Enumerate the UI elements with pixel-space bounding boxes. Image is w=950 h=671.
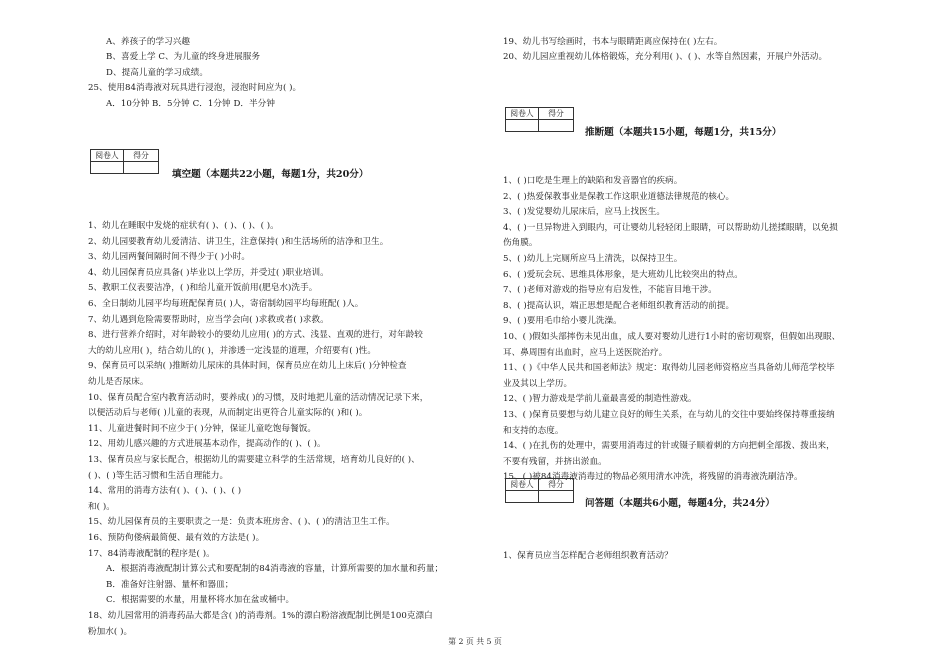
text-line: 10、保育员配合室内教育活动时，要养成( )的习惯，及时地把儿童的活动情况记录下来， [88, 392, 429, 403]
text-line: 和支持的态度。 [503, 425, 564, 436]
text-line: 3、幼儿园两餐间隔时间不得少于( )小时。 [88, 252, 251, 263]
text-line: 7、( )老师对游戏的指导应有启发性，不能盲目地干涉。 [503, 285, 717, 296]
text-line: C．根据需要的水量，用量杯将水加在盆或桶中。 [106, 595, 295, 606]
reviewer-cell [506, 120, 539, 132]
text-line: 9、保育员可以采纳( )推断幼儿尿床的具体时间，保育员应在幼儿上床后( )分钟检查 [88, 361, 407, 372]
text-line: 15、幼儿园保育员的主要职责之一是：负责本班房舍、( )、( )的清洁卫生工作。 [88, 517, 395, 528]
text-line: 粉加水( )。 [88, 626, 133, 637]
text-line: 14、( )在扎伤的处理中，需要用消毒过的针或镊子顺着刺的方向把刺全部拨、拨出来， [503, 441, 835, 452]
text-line: 3、( )发觉婴幼儿尿床后，应马上找医生。 [503, 207, 666, 218]
score-box-judgement [505, 107, 574, 132]
text-line: A．10分钟 B．5分钟 C．1分钟 D．半分钟 [106, 98, 275, 109]
section-title-judgement: 推断题（本题共15小题，每题1分，共15分） [585, 127, 782, 138]
score-box-qa [505, 478, 574, 503]
text-line: A．根据消毒液配制计算公式和要配制的84消毒液的容量，计算所需要的加水量和药量； [106, 564, 444, 575]
page-footer: 第 2 页 共 5 页 [448, 637, 502, 646]
reviewer-label: 阅卷人 [506, 479, 539, 491]
text-line: 9、( )要用毛巾给小婴儿洗澡。 [503, 316, 622, 327]
section-title-qa: 问答题（本题共6小题，每题4分，共24分） [585, 498, 775, 509]
text-line: 11、( )《中华人民共和国老师法》规定：取得幼儿园老师资格应当具备幼儿师范学校毕 [503, 363, 835, 374]
text-line: 6、( )爱玩会玩、思维具体形象，是大班幼儿比较突出的特点。 [503, 269, 743, 280]
reviewer-label: 阅卷人 [506, 108, 539, 120]
text-line: 15、( )被84消毒液消毒过的物品必须用清水冲洗，将残留的消毒液洗刷洁净。 [503, 472, 803, 483]
text-line: ( )、( )等生活习惯和生活自理能力。 [88, 470, 229, 481]
text-line: 6、全日制幼儿园平均每班配保育员( )人，寄宿制幼园平均每班配( )人。 [88, 299, 364, 309]
text-line: 耳、鼻周围有出血时，应马上送医院治疗。 [503, 347, 668, 358]
text-line: 1、幼儿在睡眠中发烧的症状有( )、( )、( )、( )。 [88, 221, 279, 231]
text-line: 4、幼儿园保育员应具备( )毕业以上学历，并受过( )职业培训。 [88, 267, 329, 278]
text-line: D、提高儿童的学习成绩。 [106, 67, 209, 78]
text-line: 2、( )热爱保教事业是保教工作这职业道德法律规范的核心。 [503, 191, 735, 202]
text-line: 13、( )保育员要想与幼儿建立良好的师生关系，在与幼儿的交往中要始终保持尊重接纳 [503, 410, 835, 420]
text-line: 业及其以上学历。 [503, 378, 573, 389]
text-line: 1、( )口吃是生理上的缺陷和发音器官的疾病。 [503, 176, 683, 186]
text-line: 幼儿是否尿床。 [88, 377, 149, 387]
text-line: B．准备好注射器、量杯和器皿； [106, 579, 234, 590]
text-line: 和( )。 [88, 501, 115, 512]
text-line: 4、( )一旦异物进入到眼内，可让婴幼儿轻轻闭上眼睛，可以帮助幼儿搓揉眼睛，以免损 [503, 222, 838, 233]
text-line: A、养孩子的学习兴趣 [106, 37, 191, 47]
text-line: 12、( )智力游戏是学前儿童最喜爱的制造性游戏。 [503, 394, 697, 405]
text-line: 17、84消毒液配制的程序是( )。 [88, 548, 215, 559]
text-line: 不要有残留，并挤出淤血。 [503, 456, 607, 467]
score-cell [539, 120, 574, 132]
text-line: 13、保育员应与家长配合，根据幼儿的需要建立科学的生活常规，培育幼儿良好的( )、 [88, 455, 420, 465]
score-cell [124, 162, 159, 174]
text-line: 14、常用的消毒方法有( )、( )、( )、( ) [88, 486, 242, 497]
score-label: 得分 [124, 150, 159, 162]
reviewer-cell [91, 162, 124, 174]
reviewer-label: 阅卷人 [91, 150, 124, 162]
text-line: 以便活动后与老师( )儿童的表现，从而制定出更符合儿童实际的( )和( )。 [88, 408, 368, 419]
text-line: 1、保育员应当怎样配合老师组织教育活动？ [503, 551, 673, 561]
score-cell [539, 491, 574, 503]
text-line: 8、进行营养介绍时，对年龄较小的要幼儿应用( )的方式、浅显、直观的进行，对年龄较 [88, 330, 423, 341]
text-line: 2、幼儿园要教育幼儿爱清洁、讲卫生，注意保持( )和生活场所的洁净和卫生。 [88, 236, 389, 247]
text-line: 16、预防佝偻病最简便、最有效的方法是( )。 [88, 533, 265, 543]
text-line: 伤角膜。 [503, 238, 538, 249]
text-line: 19、幼儿书写绘画时，书本与眼睛距离应保持在( )左右。 [503, 37, 723, 47]
text-line: 12、用幼儿感兴趣的方式进展基本动作，提高动作的( )、( )。 [88, 439, 326, 450]
text-line: 大的幼儿应用( )，结合幼儿的( )，并渗透一定浅显的道理，介绍要有( )性。 [88, 345, 377, 356]
text-line: 20、幼儿园应重视幼儿体格锻炼，充分利用( )、( )、水等自然因素，开展户外活动。 [503, 52, 828, 63]
score-label: 得分 [539, 108, 574, 120]
text-line: 7、幼儿遇到危险需要帮助时，应当学会向( )求救或者( )求救。 [88, 314, 329, 325]
text-line: 11、儿童进餐时间不应少于( )分钟，保证儿童吃饱每餐饭。 [88, 423, 317, 434]
text-line: 18、幼儿园常用的消毒药品大都是含( )的消毒剂。1%的漂白粉溶液配制比例是100克漂白 [88, 611, 433, 621]
text-line: B、喜爱上学 C、为儿童的终身进展服务 [106, 52, 261, 63]
text-line: 8、( )提高认识，端正思想是配合老师组织教育活动的前提。 [503, 300, 735, 311]
text-line: 25、使用84消毒液对玩具进行浸泡，浸泡时间应为( )。 [88, 83, 302, 94]
text-line: 10、( )假如头部摔伤未见出血，成人要对婴幼儿进行1小时的密切观察，但假如出现眼、 [503, 332, 841, 342]
text-line: 5、教职工仪表要洁净，( )和给儿童开饭前用(肥皂水)洗手。 [88, 283, 318, 294]
reviewer-cell [506, 491, 539, 503]
score-label: 得分 [539, 479, 574, 491]
section-title-fill-blank: 填空题（本题共22小题，每题1分，共20分） [172, 169, 369, 180]
score-box-fill-blank [90, 149, 159, 174]
text-line: 5、( )幼儿上完厕所应马上清洗，以保持卫生。 [503, 254, 683, 264]
